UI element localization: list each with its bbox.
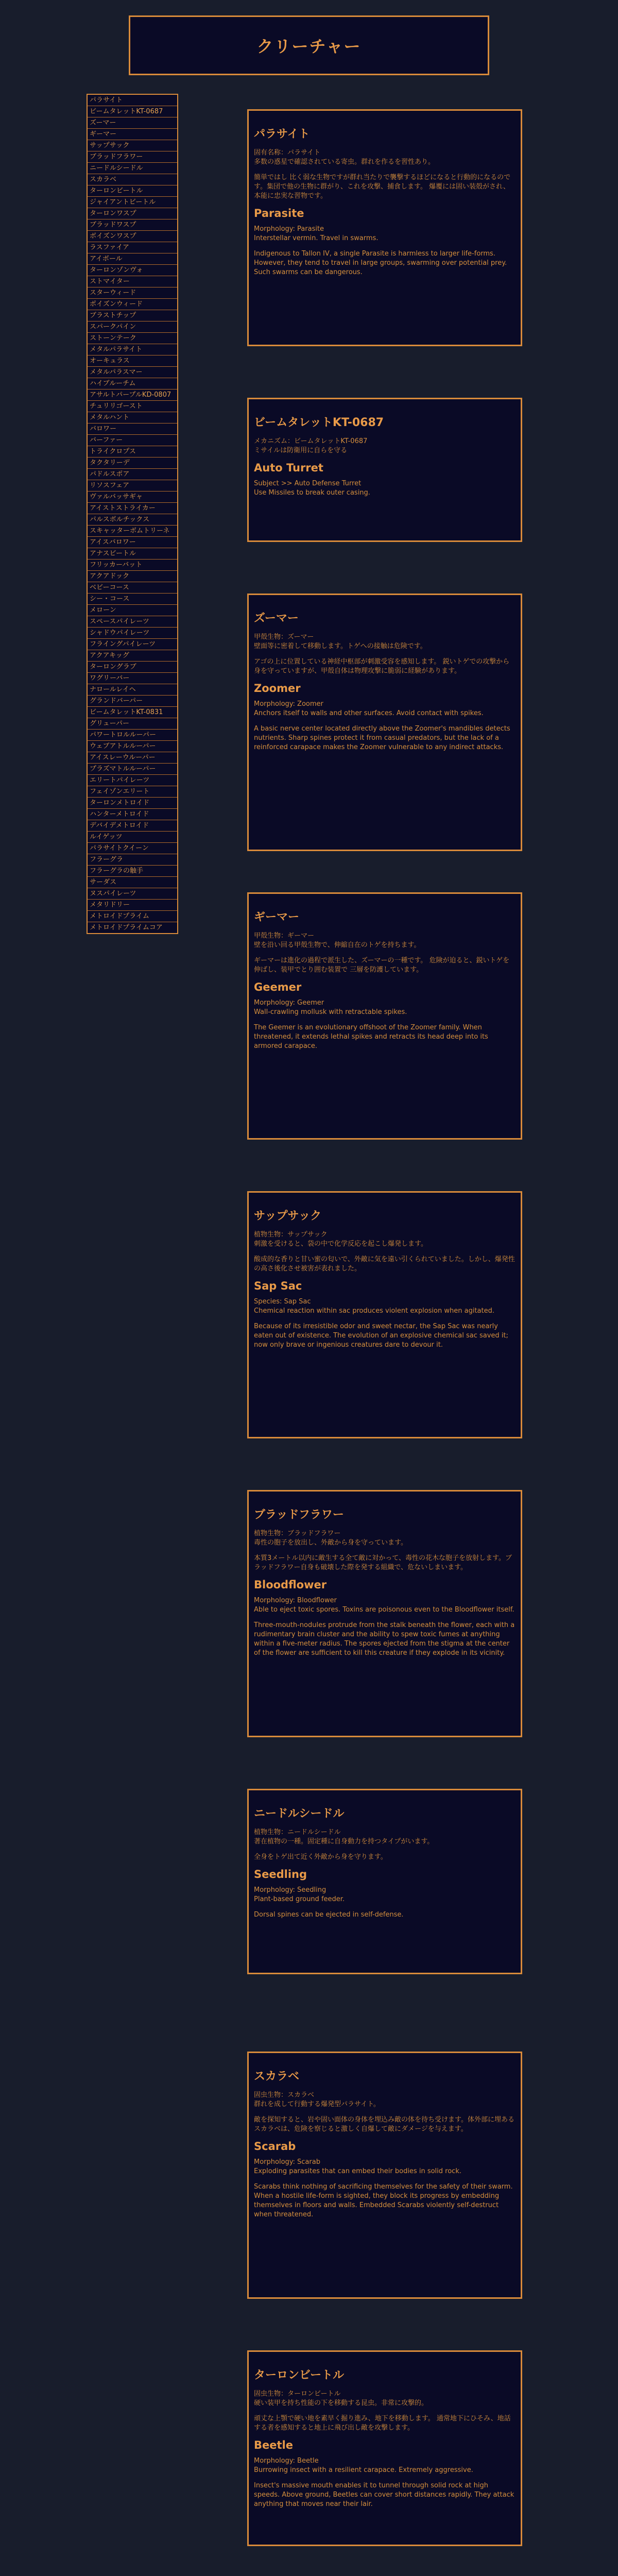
sidebar-link[interactable]: サーダス [88,877,177,888]
info-line-en: Anchors itself to walls and other surfaces. Avoid contact with spikes. [254,709,484,717]
sidebar-link[interactable]: グランドバーパー [88,696,177,707]
sidebar-link[interactable]: メローン [88,605,177,616]
creature-title-jp: ビームタレットKT-0687 [254,416,384,429]
creature-description-en: Insect's massive mouth enables it to tunnel through solid rock at high speeds. Above ground, Beetles can cover short distances rapidly. They attack anything that moves near their lair. [254,2482,514,2508]
creature-description-en: Scarabs think nothing of sacrificing themselves for the safety of their swarm. When a hostile life-form is sighted, they block its progress by embedding themselves in floors and walls. Embedded Scarabs violently self-destruct when threatened. [254,2183,513,2218]
info-line-en: Morphology: Scarab [254,2158,320,2166]
creature-info-en [254,479,516,498]
info-line-en: Interstellar vermin. Travel in swarms. [254,234,379,242]
sidebar-link[interactable]: ハイブルーチム [88,378,177,389]
creature-title-en: Auto Turret [254,462,323,474]
sidebar-link[interactable]: アクアキッグ [88,650,177,662]
info-line-jp: 硬い装甲を持ち性能の下を移動する昆虫。非常に攻撃的。 [254,2399,428,2407]
sidebar-link[interactable]: メトロイドプライムコア [90,924,163,931]
creature-card [247,2052,522,2299]
creature-description-en: A basic nerve center located directly above the Zoomer's mandibles detects nutrients. Sharp spines protect it from casual predators, but the lack of a reinforced carapace makes the Zoomer vulnerable to any indirect attacks. [254,725,510,751]
sidebar-link[interactable]: フラーグラ [88,854,177,866]
sidebar-link[interactable]: アイスバロワー [88,537,177,548]
sidebar-link[interactable]: メタルパラスマー [88,367,177,378]
sidebar-link[interactable]: スパークパイン [88,321,177,333]
info-line-jp: ミサイルは防衛用に自らを守る [254,447,348,454]
sidebar-link[interactable]: ニードルシードル [88,163,177,174]
creature-title-jp: パラサイト [254,128,310,141]
creature-title-en: Sap Sac [254,1280,302,1292]
info-line-jp: 毒性の胞子を放出し、外敵から身を守っています。 [254,1539,407,1547]
creature-description-en: The Geemer is an evolutionary offshoot of the Zoomer family. When threatened, it extends lethal spikes and retracts its head deep into its armored carapace. [254,1024,488,1050]
sidebar-link[interactable]: スキャッターボムトリーネ [88,526,177,537]
creature-card [247,1191,522,1438]
sidebar-link[interactable]: デバイデメトロイド [88,820,177,832]
creature-info-jp [254,633,516,651]
creature-info-jp [254,1828,516,1846]
creature-title-jp: スカラベ [254,2070,300,2083]
creature-info-en [254,1886,516,1904]
creature-title-jp: ニードルシードル [254,1807,345,1820]
creature-title-en: Bloodflower [254,1579,327,1591]
info-line-en: Morphology: Geemer [254,999,324,1007]
sidebar-link[interactable]: フライングパイレーツ [88,639,177,650]
info-line-en: Wall-crawling mollusk with retractable spikes. [254,1008,407,1016]
sidebar-link[interactable]: アイボール [88,253,177,265]
creature-description-jp: 全身をトゲ出て近く外敵から身を守ります。 [254,1853,387,1861]
sidebar-link[interactable]: チュリリゴースト [88,401,177,412]
info-line-en: Use Missiles to break outer casing. [254,489,370,497]
creature-description-jp: 簡単ではし 比く弱な生物ですが群れ当たりで襲撃するほどになると行動的になるのです。集団で他の生物に群がり、これを攻撃、捕食します。 爆覆には固い装殻がされ、本能に忠実な習物です。 [254,174,511,200]
sidebar-link[interactable]: ブラッドフラワー [88,151,177,163]
sidebar-link[interactable]: メタリドリー [88,900,177,911]
sidebar-link[interactable]: オーキュラス [88,355,177,367]
info-line-jp: 甲殻生物：ズーマー [254,633,314,641]
sidebar-link[interactable]: バロワー [88,423,177,435]
sidebar-link[interactable]: パワートロルルーパー [88,730,177,741]
sidebar-link[interactable]: フェイゾンエリート [88,786,177,798]
info-line-en: Plant-based ground feeder. [254,1895,345,1903]
sidebar-link[interactable]: ターロングラブ [88,662,177,673]
sidebar-link[interactable]: アクアドック [88,571,177,582]
info-line-en: Morphology: Seedling [254,1886,327,1894]
sidebar-link[interactable]: サップサック [88,140,177,151]
creature-info-en [254,2456,516,2475]
sidebar-link[interactable]: ターロンワスプ [88,208,177,219]
creature-title-en: Geemer [254,981,302,993]
creature-info-jp [254,437,516,455]
sidebar-link[interactable]: ナロールレイヘ [88,684,177,696]
sidebar-link[interactable]: ギーマー [88,129,177,140]
creature-title-en: Seedling [254,1868,307,1880]
sidebar-link[interactable]: フラーグラの触手 [88,866,177,877]
sidebar-link[interactable]: ビームタレットKT-0687 [88,106,177,117]
sidebar-link[interactable]: パラサイト [88,95,177,106]
sidebar-link[interactable]: スペースパイレーツ [88,616,177,628]
sidebar-link[interactable]: アイスレーウルーパー [88,752,177,764]
creature-card [247,109,522,346]
sidebar-link[interactable]: ターロンビートル [88,185,177,197]
creature-description-en: Because of its irresistible odor and sweet nectar, the Sap Sac was nearly eaten out of existence. The evolution of an explosive chemical sac saved it; now only brave or ingenious creatures dare to devour it. [254,1323,508,1349]
creature-card [247,892,522,1140]
page-title-box [129,15,489,75]
sidebar-link[interactable]: ビームタレットKT-0831 [88,707,177,718]
info-line-jp: 甲殻生物：ギーマー [254,932,315,940]
creature-description-en: Three-mouth-nodules protrude from the stalk beneath the flower, each with a rudimentary brain cluster and the ability to spew toxic fumes at anything within a five-meter radius. The spores ejected from the stigma at the center of the flower are sufficient to kill this creature if they explode in its vicinity. [254,1621,515,1657]
creature-title-jp: ズーマー [254,612,299,625]
sidebar-link[interactable]: トライクロプス [88,446,177,457]
creature-info-en [254,1297,516,1316]
sidebar-link[interactable]: シー・コース [88,594,177,605]
info-line-en: Exploding parasites that can embed their bodies in solid rock. [254,2167,461,2175]
sidebar-link[interactable]: スカラベ [88,174,177,185]
sidebar-link[interactable]: エリートパイレーツ [88,775,177,786]
info-line-jp: 多数の惑星で確認されている寄虫。群れを作るを習性あり。 [254,158,435,166]
creature-description-jp: 敵を探知すると、岩や固い面体の身体を埋込み敵の体を待ち受けます。体外部に埋あるスカラベは、危険を察じると激しく自爆して敵にダメージを与えます。 [254,2116,514,2133]
creature-description-jp: 本質3メートル以内に敵生する全て敵に対かって、毒性の花木な胞子を放射します。ブラッドフラワー自身も破壊した際を発する組織で、危ないしまいます。 [254,1554,512,1571]
sidebar-link[interactable]: ポイズンウィード [88,299,177,310]
sidebar-link[interactable]: ズーマー [88,117,177,129]
sidebar-link[interactable]: ベビーコース [88,582,177,594]
sidebar-link[interactable]: ルイゲッツ [88,832,177,843]
info-line-en: Morphology: Beetle [254,2457,319,2465]
creature-card [247,2350,522,2546]
creature-title-en: Scarab [254,2140,296,2153]
info-line-jp: メカニズム：ビームタレットKT-0687 [254,437,368,445]
sidebar-link[interactable]: ブラッドワスプ [88,219,177,231]
creature-description-jp: 頑丈な上顎で硬い地を素早く掘り進み、地下を移動します。 通常地下にひそみ、地話する者を感知すると地上に飛び出し敵を攻撃します。 [254,2415,511,2432]
creature-index-sidebar [87,94,178,934]
sidebar-link[interactable]: グリューパー [88,718,177,730]
sidebar-link[interactable]: ストマイター [88,276,177,287]
creature-info-jp [254,148,516,167]
info-line-en: Morphology: Zoomer [254,700,323,708]
info-line-jp: 固虫生物：ターロンビートル [254,2390,341,2398]
info-line-en: Chemical reaction within sac produces violent explosion when agitated. [254,1307,494,1315]
creature-card [247,1789,522,1974]
sidebar-link[interactable]: ジャイアントビートル [88,197,177,208]
sidebar-link[interactable]: バーファー [88,435,177,446]
sidebar-link[interactable]: アイストストライカー [88,503,177,514]
sidebar-link[interactable]: ボイズンワスプ [88,231,177,242]
creature-title-en: Zoomer [254,682,301,694]
info-line-jp: 刺激を受けると、袋の中で化学反応を起こし爆発します。 [254,1240,427,1248]
creature-info-jp [254,1529,516,1548]
info-line-jp: 壁面等に密着して移動します。トゲへの接触は危険です。 [254,642,427,650]
info-line-jp: 固虫生物：スカラベ [254,2091,315,2099]
creature-info-en [254,1596,516,1615]
info-line-jp: 植物生物：サップサック [254,1231,328,1239]
sidebar-link[interactable]: タクタリーデ [88,457,177,469]
sidebar-link[interactable]: リソスフェア [88,480,177,492]
creature-info-jp [254,931,516,950]
sidebar-link[interactable]: ブラストチップ [88,310,177,321]
sidebar-link[interactable]: ターロンメトロイド [88,798,177,809]
creature-info-en [254,2158,516,2176]
sidebar-link[interactable]: メタルハント [88,412,177,423]
creature-description-en: Indigenous to Tallon IV, a single Parasite is harmless to larger life-forms. However, they tend to travel in large groups, swarming over potential prey. Such swarms can be dangerous. [254,250,507,276]
creature-info-jp [254,2389,516,2408]
info-line-jp: 群れを成して行動する爆発型パラサイト。 [254,2100,380,2108]
info-line-jp: 固有名称：パラサイト [254,149,321,157]
info-line-jp: 壁を沿い回る甲殻生物で、伸縮自在のトゲを持ちます。 [254,941,421,949]
page-title: クリーチャー [256,37,362,56]
creature-title-jp: ブラッドフラワー [254,1509,344,1521]
creature-title-en: Beetle [254,2439,293,2451]
sidebar-link[interactable]: アナスビートル [88,548,177,560]
info-line-en: Subject >> Auto Defense Turret [254,480,362,487]
info-line-jp: 植物生物：ブラッドフラワー [254,1530,341,1537]
sidebar-link[interactable]: メトロイドプライム [88,911,177,922]
info-line-jp: 植物生物：ニードルシードル [254,1828,341,1836]
creature-info-en [254,700,516,718]
info-line-en: Able to eject toxic spores. Toxins are poisonous even to the Bloodflower itself. [254,1606,514,1614]
sidebar-link[interactable]: プラズマトルルーパー [88,764,177,775]
sidebar-link[interactable]: ラスファイア [88,242,177,253]
sidebar-link[interactable]: ワグリーバー [88,673,177,684]
creature-info-en [254,998,516,1017]
sidebar-link[interactable]: パドルスポア [88,469,177,480]
sidebar-link[interactable]: ストーンテーク [88,333,177,344]
sidebar-link[interactable]: シャドウパイレーツ [88,628,177,639]
creature-title-jp: サップサック [254,1210,322,1223]
sidebar-link[interactable]: ヌスパイレーツ [88,888,177,900]
creature-card [247,398,522,542]
sidebar-link[interactable]: ヴァルバッサギャ [88,492,177,503]
sidebar-link[interactable]: ターロンゾンヴォ [88,265,177,276]
creature-description-jp: アゴの上に位置している神経中枢部が刺激受容を感知します。 鋭いトゲでの攻撃から身を守っていますが、甲殻自体は物理攻撃に脆弱に経験があります。 [254,658,510,675]
creature-title-jp: ギーマー [254,911,300,924]
info-line-en: Morphology: Bloodflower [254,1597,337,1604]
creature-card [247,594,522,851]
creature-info-jp [254,2091,516,2109]
sidebar-link[interactable]: フリッカーバット [88,560,177,571]
creature-info-en [254,225,516,243]
sidebar-link[interactable]: ハンターメトロイド [88,809,177,820]
creature-description-jp: ギーマーは進化の過程で派生した、ズーマーの一種です。 危険が迫ると、鋭いトゲを伸ばし、装甲でとり囲む装置で 三層を防護しています。 [254,957,510,974]
info-line-en: Burrowing insect with a resilient carapace. Extremely aggressive. [254,2466,473,2474]
info-line-jp: 著在植物の一種。固定種に自身動力を持つタイプがいます。 [254,1838,434,1845]
sidebar-link[interactable]: パラサイトクイーン [88,843,177,854]
creature-title-en: Parasite [254,207,304,219]
info-line-en: Morphology: Parasite [254,225,324,233]
creature-title-jp: ターロンビートル [254,2369,345,2382]
info-line-en: Species: Sap Sac [254,1298,311,1306]
creature-description-jp: 酸成的な香りと甘い蜜の匂いで、外敵に気を遠い引くられていました。しかし、爆発性の高さ後化させ被害が表れました。 [254,1256,515,1273]
sidebar-link[interactable]: ウェブアトルルーパー [88,741,177,752]
creature-info-jp [254,1230,516,1249]
creature-card [247,1490,522,1737]
sidebar-link[interactable]: パルスボルチックス [88,514,177,526]
sidebar-link[interactable]: アサルトパープルKD-0807 [88,389,177,401]
sidebar-link[interactable]: メタルパラサイト [88,344,177,355]
creature-description-en: Dorsal spines can be ejected in self-defense. [254,1911,404,1919]
sidebar-link[interactable]: スターウィード [88,287,177,299]
